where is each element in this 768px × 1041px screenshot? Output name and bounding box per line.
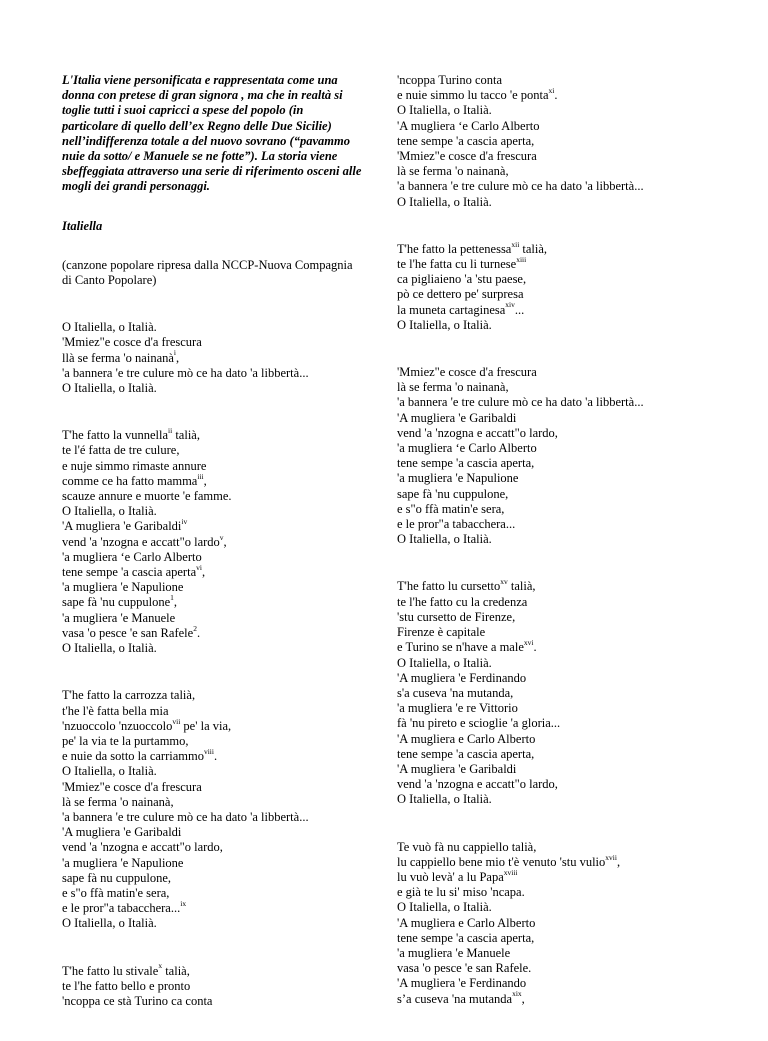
verse-line: Te vuò fà nu cappiello talià, (397, 839, 537, 854)
verse-line: vend 'a 'nzogna e accatt"o lardo$^v$, (62, 532, 227, 549)
verse-line: O Italiella, o Italià. (62, 641, 157, 656)
footnote-marker: iv (181, 517, 188, 527)
verse-line: O Italiella, o Italià. (397, 655, 492, 670)
verse-line: 'A mugliera 'e Garibaldi (397, 410, 517, 425)
verse-line: 'a mugliera 'e re Vittorio (397, 701, 518, 716)
footnote-marker: ix (180, 898, 187, 908)
verse-line: O Italiella, o Italià. (397, 900, 492, 915)
stanza (397, 365, 727, 547)
verse-line: 'a mugliera 'e Manuele (62, 610, 176, 625)
verse-line: 'a mugliera 'e Manuele (397, 945, 511, 960)
verse-line: 'a mugliera 'e Napulione (62, 855, 184, 870)
verse-line: là se ferma 'o nainanà, (397, 380, 509, 395)
verse-line: llà se ferma 'o nainanà$^i$, (62, 348, 180, 365)
verse-line: vend 'a 'nzogna e accatt"o lardo, (397, 777, 558, 792)
verse-line: s’a cuseva 'na mutanda$^{xix}$, (397, 989, 525, 1006)
verse-line: O Italiella, o Italià. (397, 792, 492, 807)
verse-line: 'Mmiez"e cosce d'a frescura (62, 335, 202, 350)
footnote-marker: i (173, 348, 177, 358)
verse-line: vend 'a 'nzogna e accatt"o lardo, (62, 840, 223, 855)
verse-line: O Italiella, o Italià. (397, 194, 492, 209)
right-stanzas (397, 73, 727, 1007)
footnote-marker: 2 (193, 623, 197, 633)
verse-line: e s"o ffà matin'e sera, (62, 885, 170, 900)
song-source-note: (canzone popolare ripresa dalla NCCP-Nuova Compagnia di Canto Popolare) (62, 257, 353, 288)
verse-line: e le pror"a tabacchera...$^{ix}$ (62, 898, 187, 916)
verse-line: Firenze è capitale (397, 625, 486, 640)
verse-line: scauze annure e muorte 'e famme. (62, 489, 232, 504)
left-stanzas (62, 320, 362, 1009)
verse-line: la muneta cartaginesa$^{xiv}$... (397, 300, 525, 317)
verse-line: lu vuò levà' a lu Papa$^{xviii}$ (397, 867, 518, 884)
verse-line: O Italiella, o Italià. (62, 504, 157, 519)
verse-line: 'a mugliera 'e Napulione (397, 471, 519, 486)
verse-line: vasa 'o pesce 'e san Rafele. (397, 961, 532, 976)
verse-line: e nuje simmo rimaste annure (62, 458, 207, 473)
verse-line: te l'he fatto cu la credenza (397, 594, 528, 609)
verse-line: 'ncoppa Turino conta (397, 73, 503, 87)
footnote-marker: x (158, 961, 163, 971)
footnote-marker: xix (512, 989, 522, 999)
verse-line: 'Mmiez"e cosce d'a frescura (397, 365, 537, 380)
verse-line: tene sempe 'a cascia aperta, (397, 456, 535, 471)
verse-line: 'a mugliera ‘e Carlo Alberto (397, 441, 537, 456)
footnote-marker: vii (172, 716, 181, 726)
verse-line: O Italiella, o Italià. (62, 381, 157, 396)
verse-line: ca pigliaieno 'a 'stu paese, (397, 272, 527, 287)
verse-line: 'A mugliera 'e Ferdinando (397, 976, 527, 991)
verse-line: tene sempe 'a cascia aperta$^{vi}$, (62, 562, 206, 580)
verse-line: 'A mugliera 'e Garibaldi (397, 761, 517, 776)
stanza (397, 840, 727, 1007)
verse-line: 'Mmiez"e cosce d'a frescura (62, 779, 202, 794)
verse-line: O Italiella, o Italià. (397, 103, 492, 118)
verse-line: e già te lu si' miso 'ncapa. (397, 885, 525, 900)
verse-line: 'A mugliera 'e Ferdinando (397, 670, 527, 685)
verse-line: O Italiella, o Italià. (397, 317, 492, 332)
footnote-marker: xi (548, 86, 555, 96)
verse-line: O Italiella, o Italià. (62, 916, 157, 931)
verse-line: 'ncoppa ce stà Turino ca conta (62, 993, 213, 1008)
verse-line: O Italiella, o Italià. (62, 764, 157, 779)
footnote-marker: xvi (523, 638, 534, 648)
verse-line: te l'é fatta de tre culure, (62, 443, 180, 458)
verse-line: lu cappiello bene mio t'è venuto 'stu vulio$^{xvii}$, (397, 852, 621, 869)
stanza (397, 579, 727, 807)
verse-line: te l'he fatto bello e pronto (62, 978, 191, 993)
verse-line: 'a bannera 'e tre culure mò ce ha dato 'a libbertà... (397, 395, 644, 410)
verse-line: pe' la via te la purtammo, (62, 733, 189, 748)
left-column (62, 73, 362, 1041)
verse-line: 'A mugliera e Carlo Alberto (397, 731, 536, 746)
footnote-marker: xvii (605, 852, 617, 862)
verse-line: e le pror"a tabacchera... (397, 517, 516, 532)
verse-line: e s"o ffà matin'e sera, (397, 501, 505, 516)
verse-line: là se ferma 'o nainanà, (397, 164, 509, 179)
footnote-marker: v (219, 532, 224, 542)
verse-line: vasa 'o pesce 'e san Rafele$^2$. (62, 623, 201, 640)
verse-line: là se ferma 'o nainanà, (62, 794, 174, 809)
verse-line: T'he fatto lu stivale$^x$ talià, (62, 961, 190, 978)
verse-line: 'nzuoccolo 'nzuoccolo$^{vii}$ pe' la via, (62, 716, 232, 733)
intro-paragraph: L'Italia viene personificata e rappresentata come una donna con pretese di gran signora , ma che in realtà si toglie tutti i suoi capricci a spese del popolo (in particolare di quello dell’ex Regno delle Due Sicilie) nell’indifferenza totale a del nuovo sovrano (“pavammo nuie da sotto/ e Manuele se ne fotte”). La storia viene sbeffeggiata attraverso una serie di riferimento osceni alle mogli dei grandi personaggi. (62, 73, 362, 194)
footnote-marker: viii (203, 746, 214, 756)
verse-line: e nuie da sotto la carriammo$^{viii}$. (62, 746, 218, 764)
stanza (62, 428, 362, 656)
verse-line: sape fà 'nu cuppulone, (397, 486, 509, 501)
verse-line: e nuie simmo lu tacco 'e ponta$^{xi}$. (397, 86, 558, 103)
footnote-marker: xii (511, 239, 520, 249)
footnote-marker: ii (168, 426, 173, 436)
verse-line: comme ce ha fatto mamma$^{iii}$, (62, 471, 207, 488)
footnote-marker: xiv (505, 300, 515, 310)
footnote-marker: vi (196, 562, 202, 572)
verse-line: s'a cuseva 'na mutanda, (397, 685, 514, 700)
verse-line: T'he fatto la vunnella$^{ii}$ talià, (62, 426, 200, 443)
verse-line: 'Mmiez"e cosce d'a frescura (397, 149, 537, 164)
song-title: Italiella (62, 218, 103, 233)
verse-line: tene sempe 'a cascia aperta, (397, 133, 535, 148)
footnote-marker: xv (500, 577, 508, 587)
footnote-marker: iii (197, 471, 204, 481)
stanza (62, 688, 362, 931)
stanza (62, 320, 362, 396)
verse-line: O Italiella, o Italià. (397, 532, 492, 547)
verse-line: T'he fatto la carrozza talià, (62, 688, 196, 703)
verse-line: 'A mugliera 'e Garibaldi (62, 825, 182, 840)
verse-line: vend 'a 'nzogna e accatt"o lardo, (397, 425, 558, 440)
verse-line: tene sempe 'a cascia aperta, (397, 930, 535, 945)
footnote-marker: xviii (503, 867, 518, 877)
verse-line: 'a bannera 'e tre culure mò ce ha dato 'a libbertà... (62, 809, 309, 824)
verse-line: 'A mugliera e Carlo Alberto (397, 915, 536, 930)
verse-line: O Italiella, o Italià. (62, 320, 157, 335)
verse-line: tene sempe 'a cascia aperta, (397, 746, 535, 761)
verse-line: 'A mugliera 'e Garibaldi$^{iv}$ (62, 517, 188, 534)
verse-line: 'a bannera 'e tre culure mò ce ha dato 'a libbertà... (397, 179, 644, 194)
verse-line: 'stu cursetto de Firenze, (397, 609, 516, 624)
verse-line: te l'he fatta cu li turnese$^{xiii}$ (397, 254, 527, 272)
right-column (397, 73, 727, 1039)
verse-line: 'a mugliera 'e Napulione (62, 580, 184, 595)
verse-line: sape fà nu cuppulone, (62, 870, 171, 885)
verse-line: e Turino se n'have a male$^{xvi}$. (397, 638, 537, 655)
stanza (397, 239, 727, 333)
verse-line: sape fà 'nu cuppulone$^1$, (62, 593, 177, 610)
verse-line: fà 'nu pireto e scioglie 'a gloria... (397, 716, 561, 731)
verse-line: 'a mugliera ‘e Carlo Alberto (62, 549, 202, 564)
stanza (397, 73, 727, 210)
verse-line: pò ce dettero pe' surpresa (397, 287, 524, 302)
footnote-marker: 1 (170, 593, 174, 603)
verse-line: t'he l'è fatta bella mia (62, 703, 169, 718)
verse-line: T'he fatto la pettenessa$^{xii}$ talià, (397, 239, 548, 256)
verse-line: 'a bannera 'e tre culure mò ce ha dato 'a libbertà... (62, 365, 309, 380)
verse-line: T'he fatto lu cursetto$^{xv}$ talià, (397, 577, 536, 594)
footnote-marker: xiii (516, 254, 527, 264)
stanza (62, 961, 362, 1010)
verse-line: 'A mugliera ‘e Carlo Alberto (397, 118, 540, 133)
